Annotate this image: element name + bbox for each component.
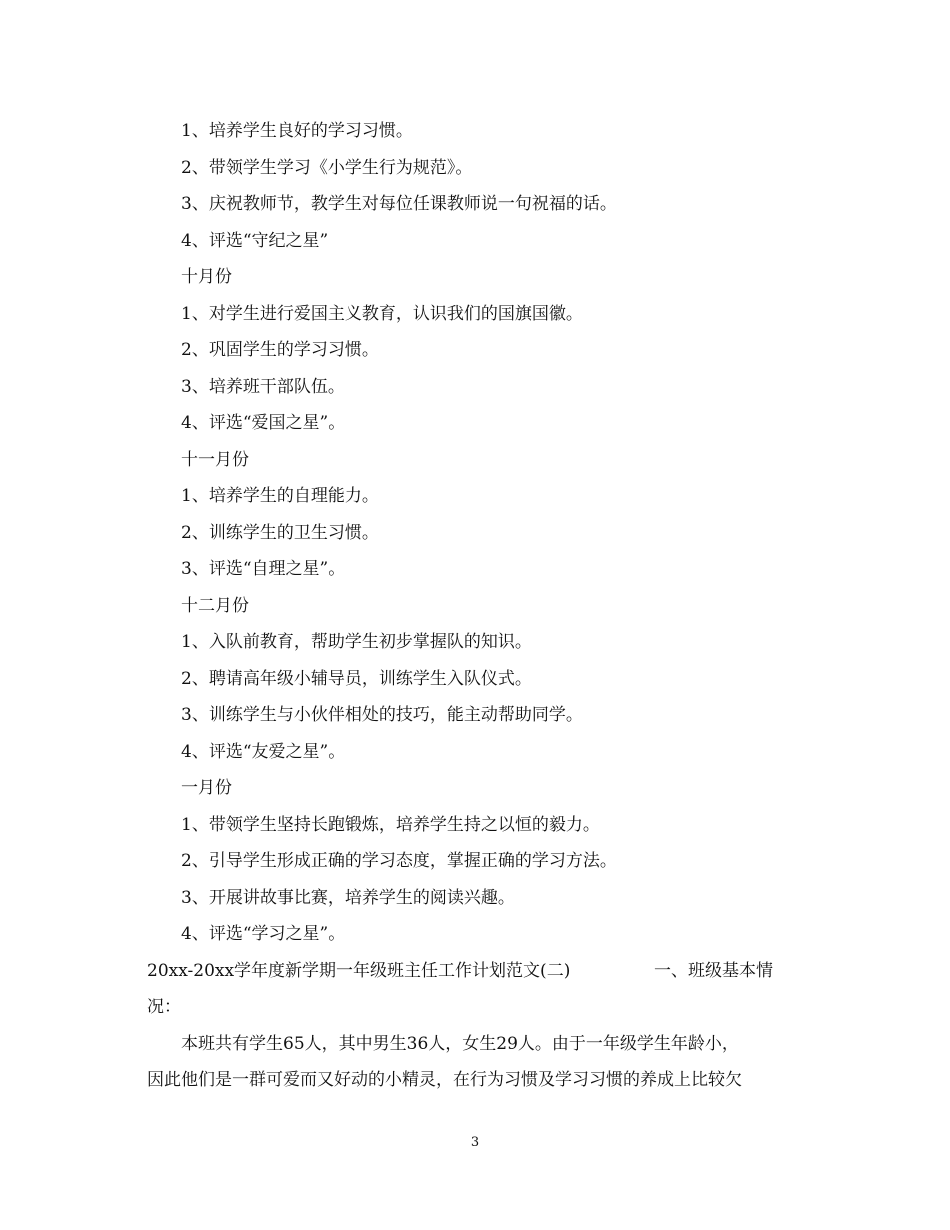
list-item: 4、评选“友爱之星”。 <box>181 741 346 762</box>
list-item: 3、开展讲故事比赛，培养学生的阅读兴趣。 <box>181 887 515 908</box>
month-heading: 十月份 <box>181 267 232 287</box>
list-item: 3、庆祝教师节，教学生对每位任课教师说一句祝福的话。 <box>181 194 617 214</box>
list-item: 1、入队前教育，帮助学生初步掌握队的知识。 <box>181 632 532 652</box>
page-content <box>147 113 807 1099</box>
paragraph-line: 因此他们是一群可爱而又好动的小精灵，在行为习惯及学习习惯的养成上比较欠 <box>147 1070 742 1090</box>
paragraph-line: 本班共有学生65人，其中男生36人，女生29人。由于一年级学生年龄小， <box>181 1033 739 1054</box>
section-subheading: 一、班级基本情 <box>654 960 773 981</box>
month-heading: 十二月份 <box>181 595 249 616</box>
list-item: 1、带领学生坚持长跑锻炼，培养学生持之以恒的毅力。 <box>181 814 600 835</box>
month-heading: 十一月份 <box>181 449 249 470</box>
list-item: 3、评选“自理之星”。 <box>181 559 346 579</box>
list-item: 2、训练学生的卫生习惯。 <box>181 522 379 543</box>
list-item: 1、培养学生的自理能力。 <box>181 486 379 506</box>
list-item: 1、对学生进行爱国主义教育，认识我们的国旗国徽。 <box>181 303 583 324</box>
section-heading-continuation: 况： <box>147 997 181 1017</box>
list-item: 2、聘请高年级小辅导员，训练学生入队仪式。 <box>181 668 532 689</box>
list-item: 2、巩固学生的学习习惯。 <box>181 340 379 360</box>
section-heading <box>147 953 773 990</box>
month-heading: 一月份 <box>181 778 232 798</box>
section-title: 20xx-20xx学年度新学期一年级班主任工作计划范文(二) <box>147 960 571 981</box>
list-item: 3、培养班干部队伍。 <box>181 376 345 397</box>
list-item: 1、培养学生良好的学习习惯。 <box>181 121 413 141</box>
list-item: 3、训练学生与小伙伴相处的技巧，能主动帮助同学。 <box>181 705 583 725</box>
list-item: 2、引导学生形成正确的学习态度，掌握正确的学习方法。 <box>181 851 617 871</box>
list-item: 4、评选“爱国之星”。 <box>181 413 346 433</box>
list-item: 4、评选“守纪之星” <box>181 230 329 251</box>
list-item: 2、带领学生学习《小学生行为规范》。 <box>181 157 473 178</box>
list-item: 4、评选“学习之星”。 <box>181 924 346 944</box>
page-number: 3 <box>470 1135 480 1150</box>
